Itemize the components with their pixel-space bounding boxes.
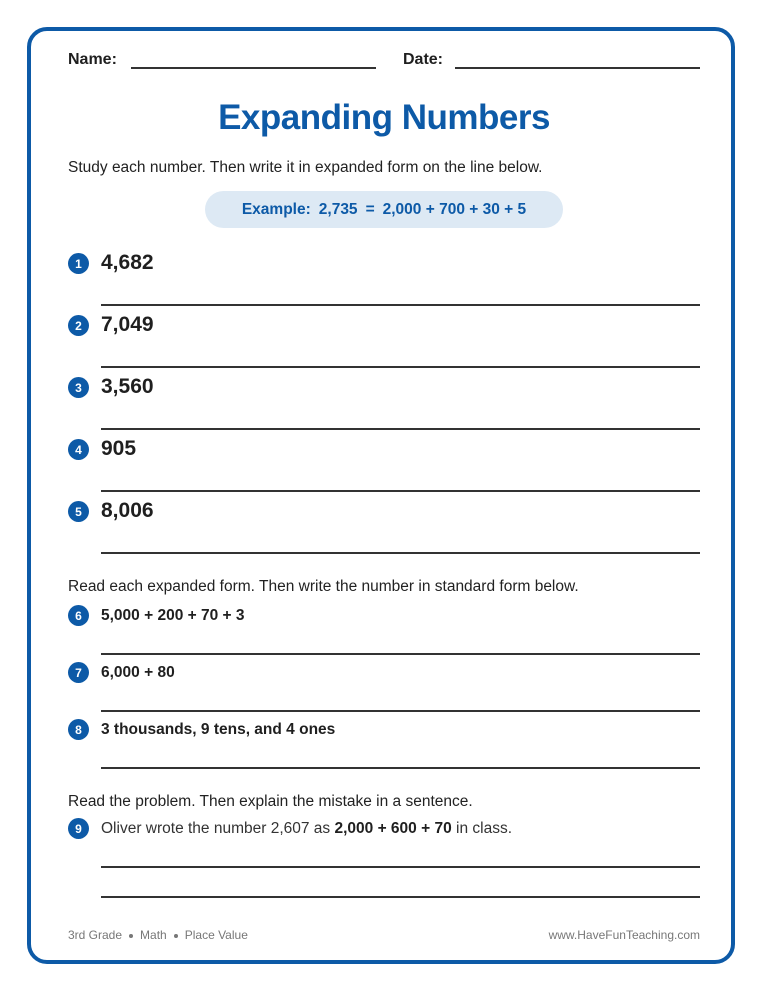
date-line[interactable] xyxy=(455,67,700,69)
footer-topic: Place Value xyxy=(184,928,248,942)
answer-line-4[interactable] xyxy=(101,490,700,492)
footer-grade: 3rd Grade xyxy=(68,928,123,942)
question-number-2: 2 xyxy=(68,315,89,336)
expanded-form-8: 3 thousands, 9 tens, and 4 ones xyxy=(101,721,336,738)
problem-9-text xyxy=(101,820,512,838)
example-label: Example: xyxy=(241,200,311,218)
section3-instruction: Read the problem. Then explain the mistake in a sentence. xyxy=(68,793,473,810)
question-number-7: 7 xyxy=(68,662,89,683)
question-number-1: 1 xyxy=(68,253,89,274)
answer-line-8[interactable] xyxy=(101,767,700,769)
question-number-6: 6 xyxy=(68,605,89,626)
question-number-5: 5 xyxy=(68,501,89,522)
page-title: Expanding Numbers xyxy=(218,98,550,137)
question-number-3: 3 xyxy=(68,377,89,398)
example-expanded: 2,000 + 700 + 30 + 5 xyxy=(382,200,527,218)
section2-instruction: Read each expanded form. Then write the number in standard form below. xyxy=(68,578,579,595)
example-equals: = xyxy=(365,200,375,218)
footer-subject: Math xyxy=(140,928,167,942)
example-number: 2,735 xyxy=(318,200,358,218)
name-line[interactable] xyxy=(131,67,376,69)
date-label: Date: xyxy=(403,51,444,68)
answer-line-3[interactable] xyxy=(101,428,700,430)
problem-9-text-after: in class. xyxy=(451,820,513,837)
bullet-dot xyxy=(174,934,178,938)
number-to-expand-4: 905 xyxy=(101,437,137,460)
answer-line-6[interactable] xyxy=(101,653,700,655)
bullet-dot xyxy=(129,934,133,938)
question-number-4: 4 xyxy=(68,439,89,460)
answer-line-7[interactable] xyxy=(101,710,700,712)
footer-tags xyxy=(68,928,248,942)
number-to-expand-1: 4,682 xyxy=(101,251,154,274)
answer-line-5[interactable] xyxy=(101,552,700,554)
question-number-8: 8 xyxy=(68,719,89,740)
problem-9-text-bold: 2,000 + 600 + 70 xyxy=(334,820,452,837)
expanded-form-6: 5,000 + 200 + 70 + 3 xyxy=(101,607,245,624)
answer-line-2[interactable] xyxy=(101,366,700,368)
problem-9-text-before: Oliver wrote the number 2,607 as xyxy=(101,820,335,837)
example-pill xyxy=(205,191,563,228)
answer-line-9a[interactable] xyxy=(101,866,700,868)
number-to-expand-3: 3,560 xyxy=(101,375,154,398)
question-number-9: 9 xyxy=(68,818,89,839)
number-to-expand-5: 8,006 xyxy=(101,499,154,522)
answer-line-9b[interactable] xyxy=(101,896,700,898)
answer-line-1[interactable] xyxy=(101,304,700,306)
footer-website: www.HaveFunTeaching.com xyxy=(548,928,700,942)
section1-instruction: Study each number. Then write it in expanded form on the line below. xyxy=(68,159,543,176)
number-to-expand-2: 7,049 xyxy=(101,313,154,336)
expanded-form-7: 6,000 + 80 xyxy=(101,664,175,681)
name-label: Name: xyxy=(68,51,117,68)
